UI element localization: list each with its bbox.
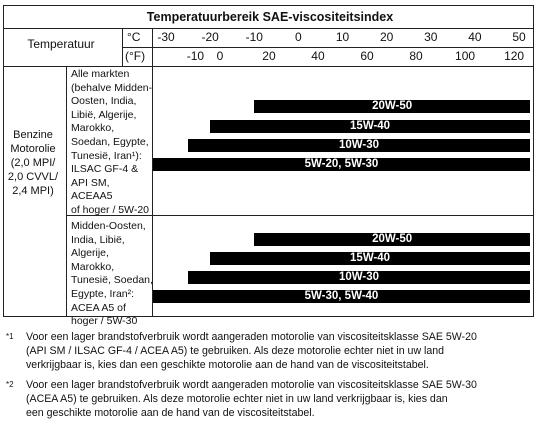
temperature-label: Temperatuur — [27, 37, 95, 51]
celsius-unit: °C — [127, 30, 141, 44]
footnote-1-mark: *1 — [6, 332, 14, 341]
footnote-1-text: Voor een lager brandstofverbruik wordt aangeraden motorolie van viscositeitsklasse SAE 5W-20 (API SM / ILSAC GF-4 / ACEA A5) te gebruiken. Als deze motorolie echter niet in uw land verkrijgbaar is, kies dan een geschikte motorolie aan de hand van de viscositeitstabel. — [26, 331, 477, 372]
viscosity-bar: 20W-50 — [254, 233, 530, 246]
market-text-middle-east: Midden-Oosten, India, Libië, Algerije, Marokko, Tunesië, Soedan, Egypte, Iran²: ACEA A5 of hoger / 5W-30 — [71, 220, 153, 328]
footnote-1 — [6, 330, 534, 373]
fahrenheit-tick: 120 — [504, 49, 525, 63]
fahrenheit-tick: 0 — [216, 49, 224, 63]
footnote-2 — [6, 378, 534, 421]
fahrenheit-unit: (°F) — [125, 49, 146, 63]
celsius-tick: 50 — [512, 30, 526, 44]
viscosity-bar: 5W-20, 5W-30 — [153, 158, 530, 171]
celsius-tick: 0 — [295, 30, 302, 44]
viscosity-bar: 15W-40 — [210, 252, 530, 265]
celsius-tick: 20 — [379, 30, 394, 44]
celsius-tick: 30 — [424, 30, 438, 44]
fahrenheit-tick: 80 — [409, 49, 423, 63]
fahrenheit-tick: 60 — [360, 49, 374, 63]
viscosity-bar: 10W-30 — [188, 139, 530, 152]
viscosity-bar: 5W-30, 5W-40 — [153, 290, 530, 303]
table-title: Temperatuurbereik SAE-viscositeitsindex — [146, 10, 394, 24]
celsius-tick: -20 — [201, 30, 219, 44]
footnote-2-text: Voor een lager brandstofverbruik wordt aangeraden motorolie van viscositeitsklasse SAE 5W-30 (ACEA A5) te gebruiken. Als deze motorolie echter niet in uw land verkrijgbaar is, kies dan een geschikte motorolie aan de hand van de viscositeitstabel. — [26, 379, 477, 420]
fahrenheit-tick: 100 — [455, 49, 476, 63]
celsius-tick: 40 — [468, 30, 482, 44]
fahrenheit-tick: -10 — [186, 49, 205, 63]
celsius-tick: 10 — [335, 30, 350, 44]
market-text-all: Alle markten (behalve Midden- Oosten, India, Libië, Algerije, Marokko, Soedan, Egypte, Tunesië, Iran¹): ILSAC GF-4 & API SM, ACEAA5 of hoger / 5W-20 — [71, 68, 153, 216]
viscosity-bar: 10W-30 — [188, 271, 530, 284]
viscosity-bar: 15W-40 — [210, 120, 530, 133]
engine-type-label: Benzine Motorolie (2,0 MPI/ 2,0 CVVL/ 2,4 MPI) — [7, 129, 59, 197]
viscosity-bar: 20W-50 — [254, 100, 530, 113]
celsius-tick: -10 — [245, 30, 263, 44]
fahrenheit-tick: 20 — [262, 49, 276, 63]
celsius-tick: -30 — [157, 30, 175, 44]
footnote-2-mark: *2 — [6, 380, 14, 389]
fahrenheit-tick: 40 — [311, 49, 325, 63]
